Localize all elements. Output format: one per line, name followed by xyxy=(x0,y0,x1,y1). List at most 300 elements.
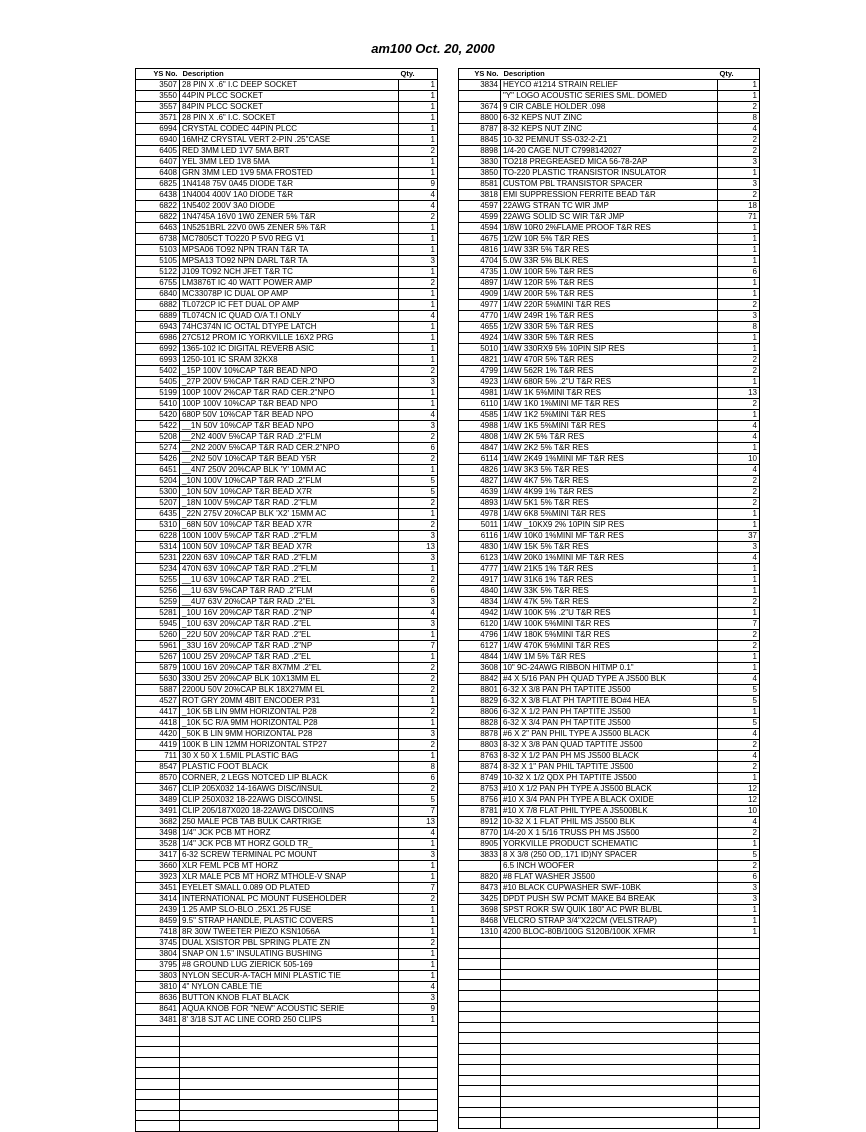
qty-cell: 2 xyxy=(718,630,760,641)
ys-no-cell xyxy=(459,1107,501,1118)
qty-cell: 12 xyxy=(718,784,760,795)
ys-no-cell: 8547 xyxy=(136,762,180,773)
ys-no-cell: 8828 xyxy=(459,718,501,729)
ys-no-cell: 5300 xyxy=(136,487,180,498)
description-cell: 1/4W 2K 5% T&R RES xyxy=(501,432,718,443)
table-row xyxy=(459,498,760,509)
qty-cell: 1 xyxy=(718,586,760,597)
qty-cell: 5 xyxy=(718,696,760,707)
ys-no-cell: 6228 xyxy=(136,531,180,542)
description-cell: _15P 100V 10%CAP T&R BEAD NPO xyxy=(180,366,399,377)
ys-no-cell: 4799 xyxy=(459,366,501,377)
ys-no-cell: 3923 xyxy=(136,872,180,883)
parts-table-left xyxy=(135,68,438,1132)
description-cell: 1/4W 249R 1% T&R RES xyxy=(501,311,718,322)
description-cell: 8' 3/18 SJT AC LINE CORD 250 CLIPS xyxy=(180,1015,399,1026)
table-row xyxy=(136,520,438,531)
ys-no-cell: 3810 xyxy=(136,982,180,993)
description-cell: TO218 PREGREASED MICA 56-78-2AP xyxy=(501,157,718,168)
ys-no-cell: 5310 xyxy=(136,520,180,531)
description-cell xyxy=(180,1057,399,1068)
qty-cell: 4 xyxy=(718,421,760,432)
ys-no-cell: 4827 xyxy=(459,476,501,487)
ys-no-cell: 6116 xyxy=(459,531,501,542)
table-row xyxy=(459,157,760,168)
table-row xyxy=(136,410,438,421)
qty-cell: 2 xyxy=(399,674,438,685)
description-cell xyxy=(180,1078,399,1089)
qty-cell: 2 xyxy=(399,938,438,949)
qty-cell: 1 xyxy=(399,234,438,245)
ys-no-cell: 6463 xyxy=(136,223,180,234)
table-row xyxy=(459,190,760,201)
ys-no-cell: 5267 xyxy=(136,652,180,663)
ys-no-cell xyxy=(459,938,501,949)
table-row xyxy=(459,311,760,322)
table-row xyxy=(459,399,760,410)
table-row xyxy=(136,234,438,245)
ys-no-cell: 3803 xyxy=(136,971,180,982)
ys-no-cell: 5887 xyxy=(136,685,180,696)
qty-cell xyxy=(718,1075,760,1086)
table-row xyxy=(136,157,438,168)
ys-no-cell: 8800 xyxy=(459,113,501,124)
ys-no-cell: 8581 xyxy=(459,179,501,190)
description-cell: 1/4" JCK PCB MT HORZ xyxy=(180,828,399,839)
qty-cell: 2 xyxy=(718,828,760,839)
ys-no-cell: 5234 xyxy=(136,564,180,575)
table-row xyxy=(136,102,438,113)
description-cell xyxy=(501,1086,718,1097)
qty-cell: 3 xyxy=(399,421,438,432)
table-row xyxy=(136,553,438,564)
description-cell: 30 X 50 X 1.5MIL PLASTIC BAG xyxy=(180,751,399,762)
table-row xyxy=(459,245,760,256)
qty-cell: 8 xyxy=(399,762,438,773)
table-row xyxy=(459,124,760,135)
empty-row xyxy=(136,1100,438,1111)
table-row xyxy=(136,828,438,839)
qty-cell: 2 xyxy=(718,135,760,146)
qty-cell: 2 xyxy=(399,575,438,586)
qty-cell: 4 xyxy=(399,311,438,322)
table-row xyxy=(136,762,438,773)
qty-cell xyxy=(718,1054,760,1065)
qty-cell: 2 xyxy=(718,300,760,311)
ys-no-cell: 8806 xyxy=(459,707,501,718)
qty-header: Qty. xyxy=(718,69,760,80)
ys-no-cell: 3833 xyxy=(459,850,501,861)
table-row xyxy=(459,740,760,751)
table-row xyxy=(459,212,760,223)
empty-row xyxy=(136,1036,438,1047)
qty-cell xyxy=(718,1096,760,1107)
ys-no-cell: 8570 xyxy=(136,773,180,784)
table-row xyxy=(136,740,438,751)
description-cell: 10-32 X 1/2 QDX PH TAPTITE JS500 xyxy=(501,773,718,784)
qty-cell: 4 xyxy=(399,828,438,839)
qty-cell: 6 xyxy=(718,267,760,278)
ys-no-cell: 8749 xyxy=(459,773,501,784)
empty-row xyxy=(459,1065,760,1076)
ys-no-cell: 4796 xyxy=(459,630,501,641)
ys-no-cell: 4826 xyxy=(459,465,501,476)
ys-no-cell: 5314 xyxy=(136,542,180,553)
ys-no-cell: 3818 xyxy=(459,190,501,201)
qty-cell: 5 xyxy=(399,476,438,487)
qty-cell: 1 xyxy=(399,333,438,344)
qty-cell: 2 xyxy=(718,740,760,751)
table-row xyxy=(136,630,438,641)
description-cell: 8-32 X 1/2 PAN PH MS JS500 BLACK xyxy=(501,751,718,762)
description-cell: 1/4W 100K 5% .2"U T&R RES xyxy=(501,608,718,619)
ys-no-cell: 6451 xyxy=(136,465,180,476)
qty-cell: 1 xyxy=(718,245,760,256)
ys-no-cell xyxy=(136,1026,180,1037)
description-cell: _18N 100V 5%CAP T&R RAD .2"FLM xyxy=(180,498,399,509)
ys-no-cell xyxy=(136,1121,180,1132)
description-cell: 1/4W 10K0 1%MINI MF T&R RES xyxy=(501,531,718,542)
table-row xyxy=(136,663,438,674)
ys-no-cell: 8898 xyxy=(459,146,501,157)
ys-no-cell xyxy=(459,1054,501,1065)
qty-cell: 4 xyxy=(399,608,438,619)
qty-cell: 5 xyxy=(399,487,438,498)
qty-cell: 4 xyxy=(718,751,760,762)
table-row xyxy=(459,289,760,300)
qty-cell: 5 xyxy=(718,685,760,696)
empty-row xyxy=(459,1118,760,1129)
table-row xyxy=(136,619,438,630)
description-cell: 6-32 X 1/2 PAN PH TAPTITE JS500 xyxy=(501,707,718,718)
qty-cell: 1 xyxy=(399,355,438,366)
ys-no-cell: 8842 xyxy=(459,674,501,685)
description-cell xyxy=(180,1100,399,1111)
qty-cell: 1 xyxy=(399,135,438,146)
table-row xyxy=(459,905,760,916)
ys-no-cell: 8820 xyxy=(459,872,501,883)
ys-no-cell: 3660 xyxy=(136,861,180,872)
qty-cell: 13 xyxy=(399,817,438,828)
description-cell xyxy=(501,1075,718,1086)
description-cell: CRYSTAL CODEC 44PIN PLCC xyxy=(180,124,399,135)
description-cell: #10 X 3/4 PAN PH TYPE A BLACK OXIDE xyxy=(501,795,718,806)
qty-cell xyxy=(718,1118,760,1129)
description-cell: LM3876T IC 40 WATT POWER AMP xyxy=(180,278,399,289)
qty-cell: 2 xyxy=(399,146,438,157)
description-cell: 16MHZ CRYSTAL VERT 2-PIN .25"CASE xyxy=(180,135,399,146)
table-row xyxy=(136,223,438,234)
ys-no-cell: 8905 xyxy=(459,839,501,850)
qty-cell: 2 xyxy=(399,212,438,223)
qty-cell: 4 xyxy=(718,432,760,443)
qty-cell: 1 xyxy=(718,168,760,179)
description-cell: 250 MALE PCB TAB BULK CARTRIGE xyxy=(180,817,399,828)
table-row xyxy=(459,850,760,861)
ys-no-cell: 6110 xyxy=(459,399,501,410)
qty-cell: 6 xyxy=(399,773,438,784)
qty-cell: 2 xyxy=(718,146,760,157)
ys-no-cell: 3571 xyxy=(136,113,180,124)
ys-no-cell: 4840 xyxy=(459,586,501,597)
ys-no-cell: 5879 xyxy=(136,663,180,674)
qty-cell: 8 xyxy=(718,322,760,333)
description-cell: 6-32 X 3/8 FLAT PH TAPTITE BO#4 HEA xyxy=(501,696,718,707)
description-cell: 1/4W 470K 5%MINI T&R RES xyxy=(501,641,718,652)
qty-cell: 1 xyxy=(718,564,760,575)
description-cell xyxy=(501,1118,718,1129)
description-cell xyxy=(180,1110,399,1121)
description-cell: 1.25 AMP SLO-BLO .25X1.25 FUSE xyxy=(180,905,399,916)
table-row xyxy=(459,91,760,102)
description-cell: 1/4" JCK PCB MT HORZ GOLD TR_ xyxy=(180,839,399,850)
table-row xyxy=(459,696,760,707)
qty-cell: 10 xyxy=(718,806,760,817)
ys-no-cell: 7418 xyxy=(136,927,180,938)
description-cell: 680P 50V 10%CAP T&R BEAD NPO xyxy=(180,410,399,421)
qty-cell: 1 xyxy=(718,509,760,520)
ys-no-cell: 4655 xyxy=(459,322,501,333)
qty-cell: 2 xyxy=(718,597,760,608)
description-cell: 470N 63V 10%CAP T&R RAD .2"FLM xyxy=(180,564,399,575)
ys-no-cell: 4527 xyxy=(136,696,180,707)
qty-cell: 1 xyxy=(399,927,438,938)
ys-no-cell: 4808 xyxy=(459,432,501,443)
description-cell xyxy=(501,1096,718,1107)
ys-no-cell: 3417 xyxy=(136,850,180,861)
qty-cell: 1 xyxy=(718,839,760,850)
table-row xyxy=(136,938,438,949)
ys-no-cell: 6114 xyxy=(459,454,501,465)
description-cell: J109 TO92 NCH JFET T&R TC xyxy=(180,267,399,278)
qty-cell: 1 xyxy=(399,388,438,399)
table-row xyxy=(136,333,438,344)
table-row xyxy=(136,718,438,729)
table-row xyxy=(459,377,760,388)
table-row xyxy=(136,1004,438,1015)
table-row xyxy=(136,465,438,476)
empty-row xyxy=(459,1001,760,1012)
ys-no-cell: 8763 xyxy=(459,751,501,762)
table-row xyxy=(136,982,438,993)
qty-cell: 5 xyxy=(718,718,760,729)
qty-cell: 4 xyxy=(718,124,760,135)
description-cell: 4" NYLON CABLE TIE xyxy=(180,982,399,993)
ys-no-cell xyxy=(459,1043,501,1054)
description-cell: 28 PIN X .6" I.C. SOCKET xyxy=(180,113,399,124)
empty-row xyxy=(459,1096,760,1107)
description-cell: 6-32 SCREW TERMINAL PC MOUNT xyxy=(180,850,399,861)
table-row xyxy=(459,619,760,630)
ys-no-cell: 3481 xyxy=(136,1015,180,1026)
table-row xyxy=(459,894,760,905)
ys-no-cell: 4418 xyxy=(136,718,180,729)
ys-no-cell: 5208 xyxy=(136,432,180,443)
description-cell: #6 X 2" PAN PHIL TYPE A JS500 BLACK xyxy=(501,729,718,740)
description-cell: _27P 200V 5%CAP T&R RAD CER.2"NPO xyxy=(180,377,399,388)
table-row xyxy=(459,355,760,366)
description-cell: 1N4745A 16V0 1W0 ZENER 5% T&R xyxy=(180,212,399,223)
description-cell: 100U 25V 20%CAP T&R RAD .2"EL xyxy=(180,652,399,663)
table-row xyxy=(459,234,760,245)
qty-cell: 8 xyxy=(718,113,760,124)
description-cell: TL074CN IC QUAD O/A T.I ONLY xyxy=(180,311,399,322)
ys-no-cell: 8770 xyxy=(459,828,501,839)
ys-no-cell: 3507 xyxy=(136,80,180,91)
ys-no-cell: 5010 xyxy=(459,344,501,355)
description-cell: 8-32 X 3/8 PAN QUAD TAPTITE JS500 xyxy=(501,740,718,751)
qty-cell: 2 xyxy=(399,366,438,377)
table-row xyxy=(136,168,438,179)
qty-cell xyxy=(399,1121,438,1132)
ys-no-cell: 8878 xyxy=(459,729,501,740)
ys-no-cell: 6435 xyxy=(136,509,180,520)
ys-no-cell xyxy=(459,1022,501,1033)
empty-row xyxy=(136,1110,438,1121)
qty-cell: 4 xyxy=(399,201,438,212)
description-cell: 1/4W 1K5 5%MINI T&R RES xyxy=(501,421,718,432)
empty-row xyxy=(459,959,760,970)
empty-row xyxy=(459,1033,760,1044)
qty-cell xyxy=(399,1036,438,1047)
description-cell: 1/4-20 CAGE NUT C7998142027 xyxy=(501,146,718,157)
table-row xyxy=(459,817,760,828)
qty-cell xyxy=(399,1100,438,1111)
ys-no-cell: 3745 xyxy=(136,938,180,949)
description-cell: #4 X 5/16 PAN PH QUAD TYPE A JS500 BLK xyxy=(501,674,718,685)
qty-cell: 4 xyxy=(718,729,760,740)
description-cell: 1/4W 220R 5%MINI T&R RES xyxy=(501,300,718,311)
table-row xyxy=(459,861,760,872)
table-row xyxy=(136,542,438,553)
qty-cell: 1 xyxy=(399,91,438,102)
qty-cell: 1 xyxy=(718,223,760,234)
qty-cell: 6 xyxy=(718,872,760,883)
description-header: Description xyxy=(501,69,718,80)
description-cell: CORNER, 2 LEGS NOTCED LIP BLACK xyxy=(180,773,399,784)
description-cell: 6-32 X 3/4 PAN PH TAPTITE JS500 xyxy=(501,718,718,729)
description-cell xyxy=(501,948,718,959)
empty-row xyxy=(136,1121,438,1132)
description-cell: "Y" LOGO ACOUSTIC SERIES SML. DOMED xyxy=(501,91,718,102)
table-row xyxy=(136,729,438,740)
qty-cell: 2 xyxy=(718,861,760,872)
qty-cell: 2 xyxy=(718,498,760,509)
empty-row xyxy=(459,990,760,1001)
ys-no-cell: 5122 xyxy=(136,267,180,278)
qty-cell: 7 xyxy=(399,641,438,652)
table-row xyxy=(459,872,760,883)
ys-no-cell: 5961 xyxy=(136,641,180,652)
ys-no-cell: 3682 xyxy=(136,817,180,828)
table-row xyxy=(136,575,438,586)
qty-cell: 2 xyxy=(718,762,760,773)
table-row xyxy=(136,960,438,971)
table-row xyxy=(136,531,438,542)
description-cell: 1250-101 IC SRAM 32KX8 xyxy=(180,355,399,366)
qty-cell: 2 xyxy=(399,278,438,289)
ys-no-cell: 4847 xyxy=(459,443,501,454)
description-cell: 1N4004 400V 1A0 DIODE T&R xyxy=(180,190,399,201)
description-cell: 27C512 PROM IC YORKVILLE 16X2 PRG xyxy=(180,333,399,344)
ys-no-cell: 3557 xyxy=(136,102,180,113)
table-row xyxy=(459,388,760,399)
qty-cell: 1 xyxy=(399,509,438,520)
qty-cell: 1 xyxy=(718,410,760,421)
table-row xyxy=(136,190,438,201)
table-row xyxy=(136,817,438,828)
description-cell xyxy=(180,1121,399,1132)
qty-cell: 1 xyxy=(399,322,438,333)
table-row xyxy=(136,685,438,696)
table-row xyxy=(136,179,438,190)
table-row xyxy=(136,608,438,619)
qty-cell: 3 xyxy=(399,256,438,267)
ys-no-cell: 6986 xyxy=(136,333,180,344)
description-cell: 220N 63V 10%CAP T&R RAD .2"FLM xyxy=(180,553,399,564)
qty-cell: 1 xyxy=(718,663,760,674)
table-row xyxy=(459,102,760,113)
table-row xyxy=(459,520,760,531)
description-cell: 1/4W 6K8 5%MINI T&R RES xyxy=(501,509,718,520)
table-row xyxy=(136,916,438,927)
ys-no-cell: 6994 xyxy=(136,124,180,135)
qty-cell: 2 xyxy=(718,355,760,366)
qty-cell: 6 xyxy=(399,586,438,597)
table-row xyxy=(136,355,438,366)
description-cell: 8R 30W TWEETER PIEZO KSN1056A xyxy=(180,927,399,938)
description-cell: __1U 63V 5%CAP T&R RAD .2"FLM xyxy=(180,586,399,597)
qty-cell: 3 xyxy=(718,894,760,905)
ys-no-cell: 711 xyxy=(136,751,180,762)
description-cell: 1/4W 330RX9 5% 10PIN SIP RES xyxy=(501,344,718,355)
qty-cell: 1 xyxy=(718,608,760,619)
ys-no-cell xyxy=(459,1033,501,1044)
description-cell xyxy=(501,1043,718,1054)
ys-no-cell xyxy=(459,969,501,980)
description-cell xyxy=(501,1107,718,1118)
description-cell: EYELET SMALL 0.089 OD PLATED xyxy=(180,883,399,894)
qty-cell: 2 xyxy=(399,432,438,443)
table-row xyxy=(136,421,438,432)
qty-cell: 71 xyxy=(718,212,760,223)
qty-cell: 4 xyxy=(718,674,760,685)
table-row xyxy=(136,498,438,509)
ys-no-cell: 5199 xyxy=(136,388,180,399)
table-row xyxy=(459,795,760,806)
description-cell: 1/4W _10KX9 2% 10PIN SIP RES xyxy=(501,520,718,531)
description-cell: 1/4W 2K49 1%MINI MF T&R RES xyxy=(501,454,718,465)
description-cell: 1/4W 562R 1% T&R RES xyxy=(501,366,718,377)
description-cell: 10-32 PEMNUT SS-032-2-Z1 xyxy=(501,135,718,146)
qty-header: Qty. xyxy=(399,69,438,80)
qty-cell: 3 xyxy=(718,311,760,322)
qty-cell: 1 xyxy=(399,630,438,641)
ys-no-cell xyxy=(459,1086,501,1097)
qty-cell xyxy=(718,1043,760,1054)
table-row xyxy=(136,267,438,278)
table-row xyxy=(136,377,438,388)
ys-no-cell xyxy=(459,1001,501,1012)
ys-no-cell: 8874 xyxy=(459,762,501,773)
description-cell: 5.0W 33R 5% BLK RES xyxy=(501,256,718,267)
description-cell xyxy=(501,1022,718,1033)
qty-cell: 4 xyxy=(399,410,438,421)
table-row xyxy=(459,828,760,839)
table-row xyxy=(459,278,760,289)
table-row xyxy=(459,223,760,234)
description-cell: YORKVILLE PRODUCT SCHEMATIC xyxy=(501,839,718,850)
